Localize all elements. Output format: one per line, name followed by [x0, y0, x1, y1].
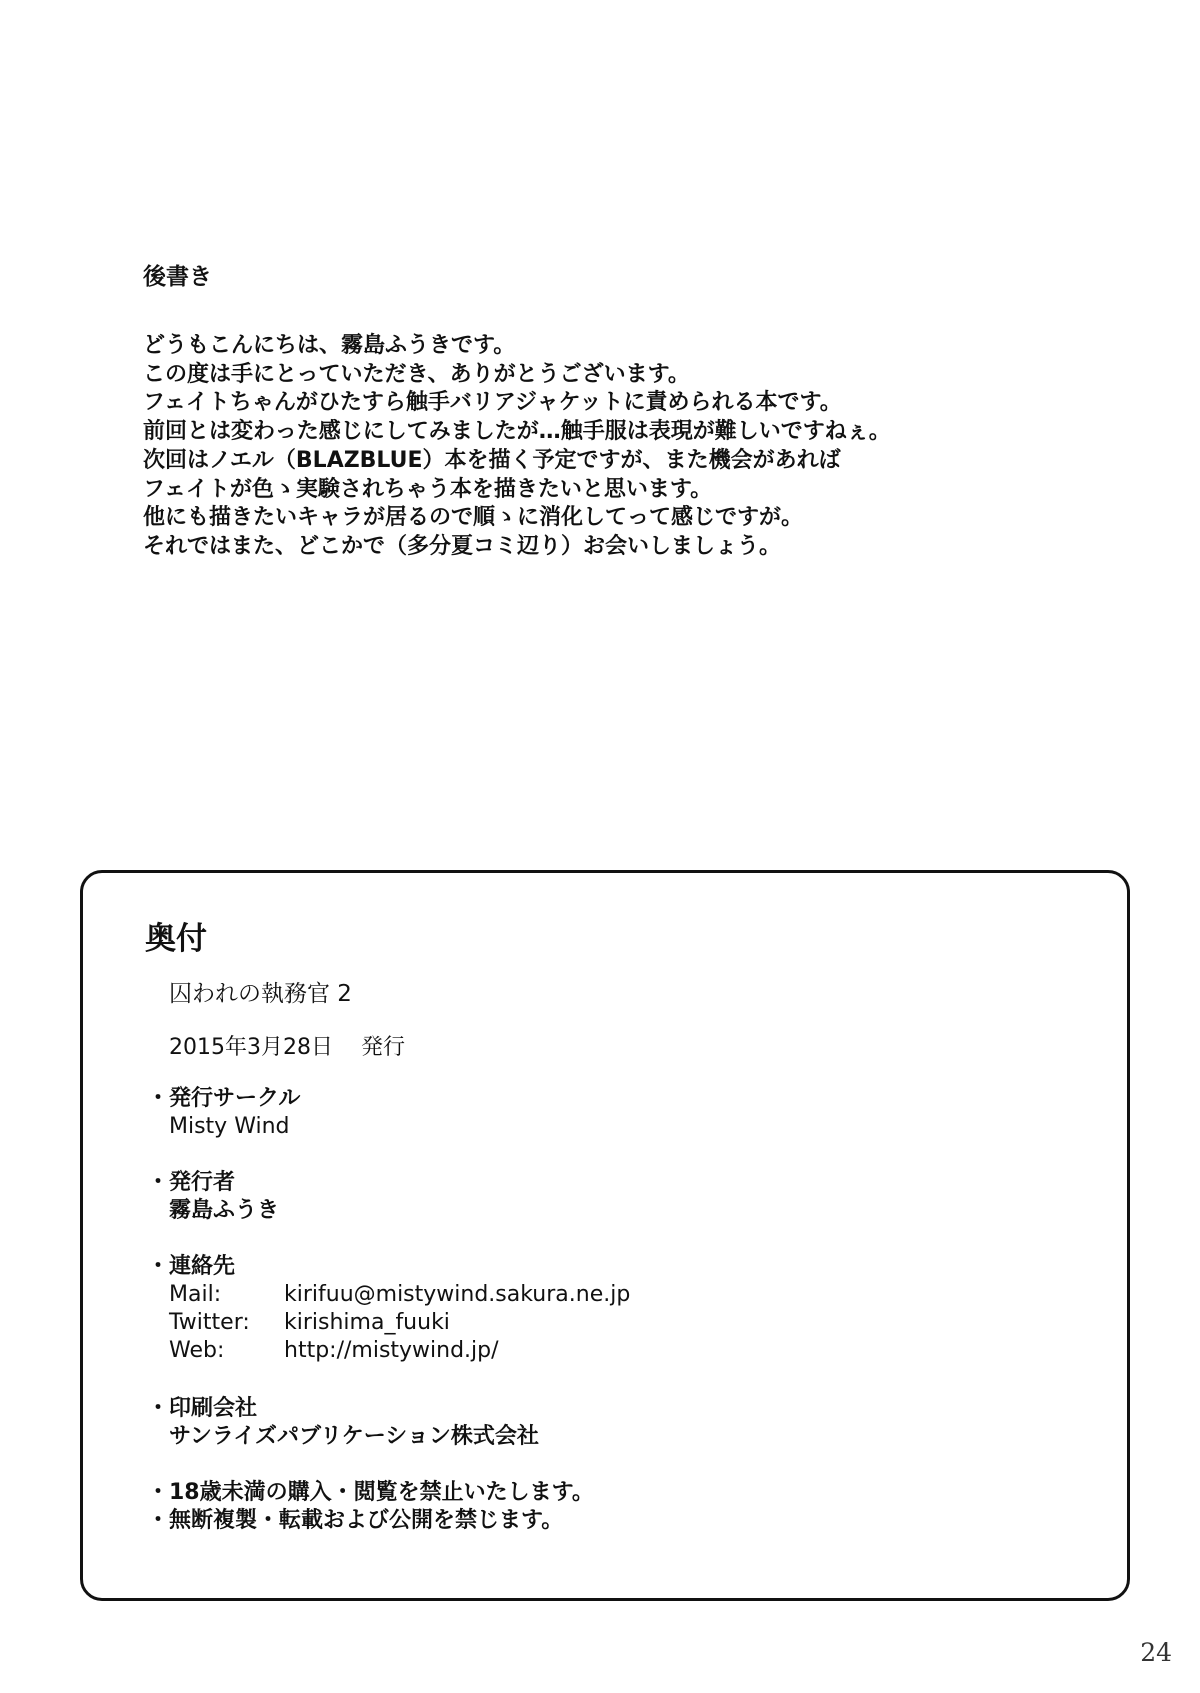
bullet: ・ — [147, 1396, 170, 1421]
notice-copyright: ・無断複製・転載および公開を禁じます。 — [147, 1508, 564, 1533]
publisher-label: 発行者 — [169, 1170, 236, 1195]
colophon-box — [80, 870, 1130, 1601]
contact-mail-row — [147, 1281, 630, 1309]
notices-section — [147, 1479, 594, 1535]
publisher-section — [147, 1169, 279, 1225]
bullet: ・ — [147, 1254, 170, 1279]
afterword-line: 他にも描きたいキャラが居るので順ゝに消化してって感じですが。 — [143, 505, 804, 531]
circle-label: 発行サークル — [169, 1086, 301, 1111]
afterword-title: 後書き — [143, 264, 212, 290]
publisher-name: 霧島ふうき — [169, 1198, 280, 1223]
printer-label: 印刷会社 — [169, 1396, 258, 1421]
afterword-line: それではまた、どこかで（多分夏コミ辺り）お会いしましょう。 — [143, 533, 782, 559]
afterword-line: どうもこんにちは、霧島ふうきです。 — [143, 333, 516, 358]
mail-address: kirifuu@mistywind.sakura.ne.jp — [284, 1282, 631, 1307]
publication-date — [169, 1030, 405, 1061]
twitter-handle: kirishima_fuuki — [284, 1310, 450, 1335]
issued-label: 発行 — [360, 1035, 405, 1060]
page-number: 24 — [1140, 1638, 1172, 1667]
colophon-title: 奥付 — [145, 921, 207, 957]
notice-age-restriction: ・18歳未満の購入・閲覧を禁止いたします。 — [147, 1480, 594, 1505]
mail-key: Mail: — [169, 1282, 222, 1307]
circle-section — [147, 1085, 300, 1141]
bullet: ・ — [147, 1086, 170, 1111]
date-value: 2015年3月28日 — [169, 1035, 333, 1060]
bullet: ・ — [147, 1170, 170, 1195]
afterword-line: 前回とは変わった感じにしてみましたが…触手服は表現が難しいですねぇ。 — [143, 419, 891, 445]
web-key: Web: — [169, 1338, 225, 1363]
afterword — [143, 262, 1123, 562]
afterword-line: この度は手にとっていただき、ありがとうございます。 — [143, 361, 690, 387]
circle-name: Misty Wind — [169, 1114, 290, 1139]
printer-section — [147, 1395, 539, 1451]
afterword-line: フェイトが色ゝ実験されちゃう本を描きたいと思います。 — [143, 476, 713, 502]
contact-label: 連絡先 — [169, 1254, 236, 1279]
printer-name: サンライズパブリケーション株式会社 — [169, 1424, 539, 1449]
contact-section — [147, 1253, 630, 1365]
twitter-key: Twitter: — [169, 1310, 250, 1335]
book-title: 囚われの執務官 2 — [169, 981, 352, 1007]
contact-twitter-row — [147, 1309, 630, 1337]
contact-web-row — [147, 1337, 630, 1365]
afterword-line: 次回はノエル（BLAZBLUE）本を描く予定ですが、また機会があれば — [143, 447, 841, 473]
afterword-line: フェイトちゃんがひたすら触手バリアジャケットに責められる本です。 — [143, 390, 842, 416]
web-url: http://mistywind.jp/ — [284, 1338, 499, 1363]
